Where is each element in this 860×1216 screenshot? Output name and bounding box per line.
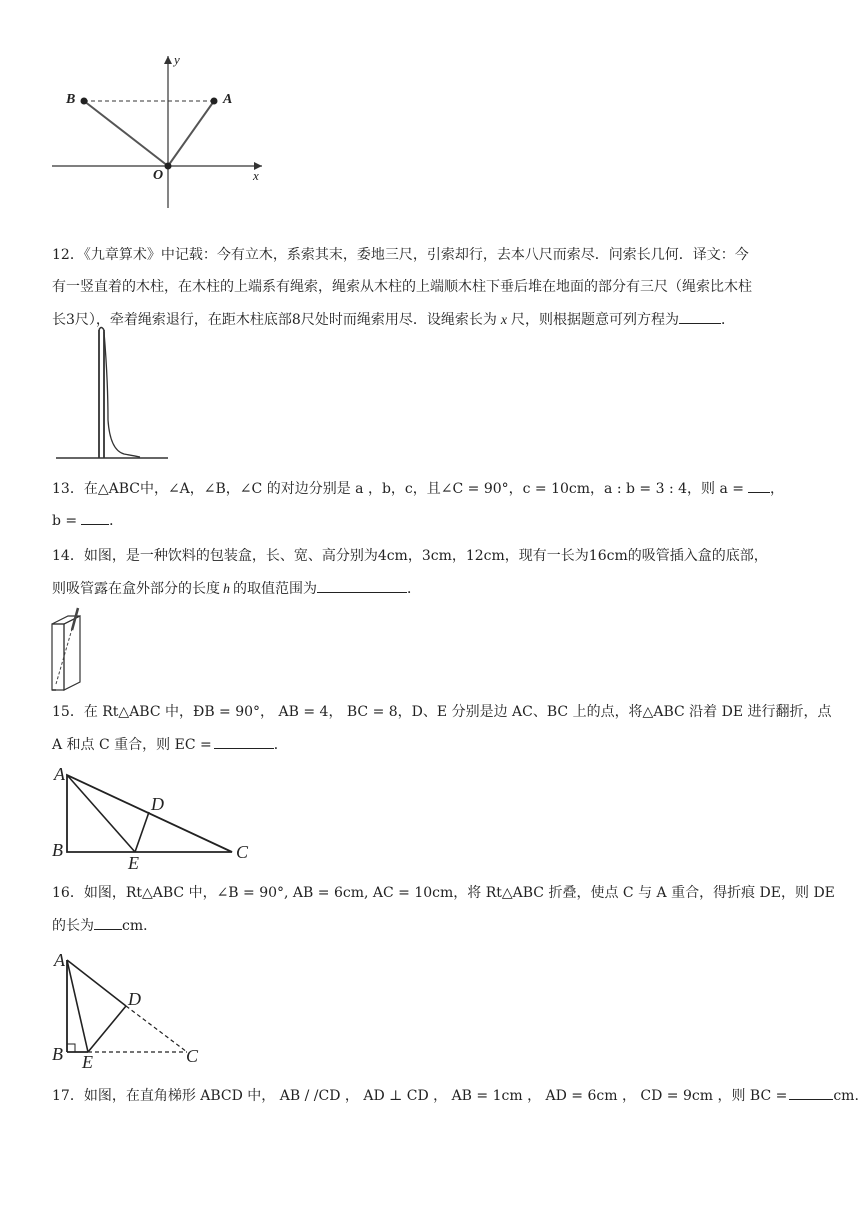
q16-line-1: 16．如图，Rt△ABC 中，∠B = 90°, AB = 6cm, AC = 10cm，将 Rt△ABC 折叠，使点 C 与 A 重合，得折痕 DE，则 DE — [52, 885, 835, 901]
q16-line-2-unit: cm． — [122, 918, 158, 934]
q12-line-2: 有一竖直着的木柱，在木柱的上端系有绳索，绳索从木柱的上端顺木柱下垂后堆在地面的部分有三尺（绳索比木柱 — [52, 279, 752, 295]
point-b-label: B — [66, 92, 76, 107]
q15-label-b: B — [52, 840, 63, 860]
q16-line-2-text: 的长为 — [52, 918, 94, 934]
q15-end: ． — [273, 737, 288, 753]
q17-answer-blank — [789, 1085, 833, 1100]
q13-line-2-end: ． — [109, 513, 124, 529]
point-a-label: A — [223, 92, 233, 107]
q16-label-d: D — [128, 989, 141, 1009]
q17-line-1-text: 17．如图，在直角梯形 ABCD 中， AB / /CD ， AD ⊥ CD ， AB = 1cm ， AD = 6cm ， CD = 9cm ，则 BC = — [52, 1088, 788, 1104]
q15-line-1: 15．在 Rt△ABC 中，ÐB = 90°， AB = 4， BC = 8，D、E 分别是边 AC、BC 上的点，将△ABC 沿着 DE 进行翻折，点 — [52, 704, 832, 720]
y-axis-label: y — [174, 52, 180, 67]
q12-var-x: x — [500, 313, 508, 328]
q14-line-1: 14．如图，是一种饮料的包装盒，长、宽、高分别为4cm，3cm，12cm，现有一长为16cm的吸管插入盒的底部， — [52, 548, 768, 564]
q15-label-e: E — [128, 853, 139, 873]
origin-label: O — [153, 168, 164, 183]
q16-label-c: C — [186, 1046, 199, 1066]
q13-line-2-text: b = — [52, 513, 78, 529]
q17-line-1 — [52, 1085, 859, 1106]
q15-label-a: A — [54, 764, 65, 784]
q17-line-1-unit: cm. — [833, 1088, 859, 1104]
q14-var-h: h — [223, 582, 230, 597]
q13-line-1-end: ， — [770, 481, 785, 497]
q14-line-2-text-b: 的取值范围为 — [233, 581, 317, 597]
q16-label-a: A — [54, 950, 65, 970]
q15-line-2-text: A 和点 C 重合，则 EC = — [52, 737, 212, 753]
q15-label-d: D — [151, 794, 164, 814]
x-axis-label: x — [253, 168, 259, 183]
q12-end: ． — [721, 312, 736, 328]
q14-line-2-text: 则吸管露在盒外部分的长度 — [52, 581, 220, 597]
q12-line-1: 12．《九章算术》中记载：今有立木，系索其末，委地三尺，引索却行，去本八尺而索尽．问索长几何．译文：今 — [52, 247, 749, 263]
q14-end: ． — [407, 581, 421, 597]
q12-line-3-text-b: 尺，则根据题意可列方程为 — [511, 312, 680, 328]
q16-label-e: E — [82, 1052, 93, 1072]
q13-line-1-text: 13．在△ABC中，∠A，∠B，∠C 的对边分别是 a ，b，c，且∠C = 90°，c = 10cm，a : b = 3 : 4，则 a = — [52, 481, 745, 497]
q16-label-b: B — [52, 1044, 63, 1064]
q12-line-3-text: 长3尺），牵着绳索退行，在距木柱底部8尺处时而绳索用尽．设绳索长为 — [52, 312, 497, 328]
q15-label-c: C — [236, 842, 249, 862]
